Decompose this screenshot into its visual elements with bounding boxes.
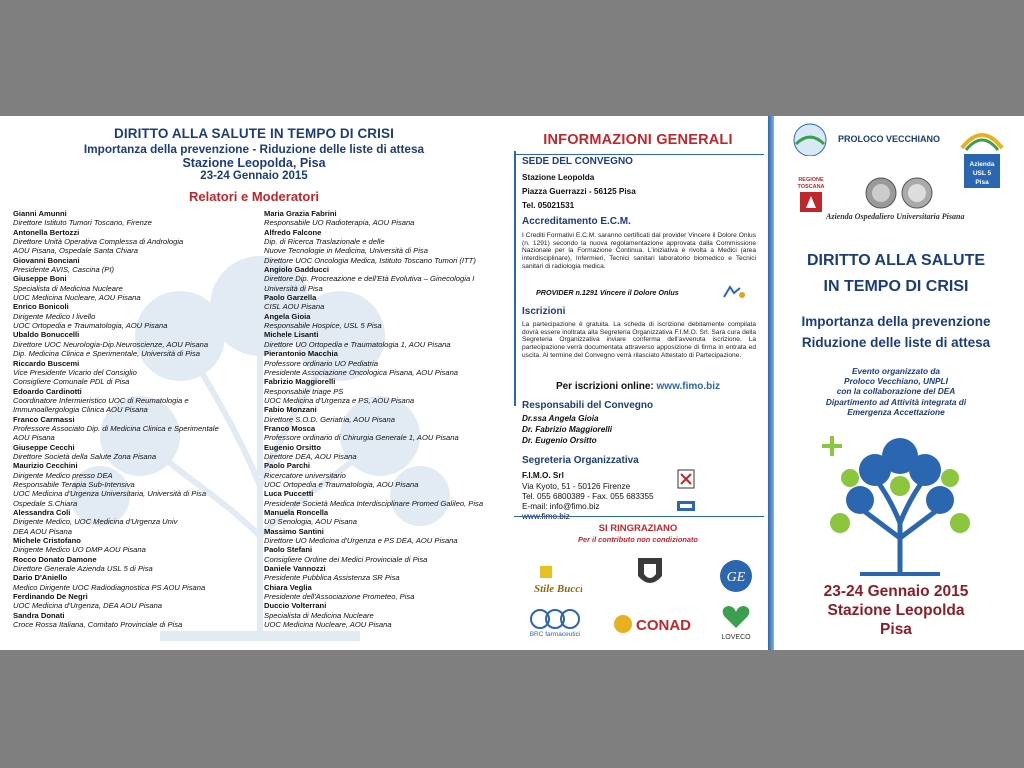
speakers-column-2 [264,209,504,629]
speaker-affiliation: Specialista di Medicina Nucleare [13,283,123,293]
speaker-affiliation: AOU Pisana [13,433,55,443]
speaker-affiliation: Dip. Medicina Clinica e Sperimentale, Università di Pisa [13,349,200,359]
segreteria-web-link[interactable]: www.fimo.biz [522,512,570,521]
sede-title: SEDE DEL CONVEGNO [522,156,633,167]
speaker-affiliation: Responsabile triage PS [264,386,344,396]
organizer-line-1: Evento organizzato da [851,366,941,376]
speaker-affiliation: UOC Medicina d'Urgenza e PS, AOU Pisana [264,395,415,405]
speaker-affiliation: Direttore UO Medicina d'Urgenza e PS DEA, AOU Pisana [264,536,458,546]
speaker-affiliation: UO Senologia, AOU Pisana [264,517,358,527]
proloco-logo-icon [788,122,832,158]
speaker-affiliation: DEA AOU Pisana [13,526,72,536]
sede-tel: Tel. 05021531 [522,201,575,210]
speaker-affiliation: UOC Ortopedia e Traumatologia, AOU Pisana [13,321,168,331]
speaker-name: Eugenio Orsitto [264,442,321,452]
ecm-title: Accreditamento E.C.M. [522,216,631,227]
segreteria-address: Via Kyoto, 51 - 50126 Firenze [522,482,631,491]
speaker-name: Sandra Donati [13,610,65,620]
speaker-affiliation: Presidente Pubblica Assistenza SR Pisa [264,573,400,583]
speaker-affiliation: Direttore UOC Neurologia-Dip.Neuroscienze, AOU Pisana [13,339,209,349]
speaker-name: Giuseppe Cecchi [13,442,75,452]
speaker-name: Pierantonio Macchia [264,349,338,359]
cover-title-line-2: IN TEMPO DI CRISI [823,278,969,295]
online-url-link[interactable]: www.fimo.biz [656,381,721,392]
svg-text:Azienda: Azienda [969,161,995,168]
speaker-affiliation: UOC Medicina d'Urgenza Universitaria, Università di Pisa [13,489,207,499]
speaker-affiliation: Università di Pisa [264,283,323,293]
segreteria-phone: Tel. 055 6800389 - Fax. 055 683355 [522,492,654,501]
sponsor-stile-bucci-logo [530,560,582,600]
speaker-name: Edoardo Cardinotti [13,386,82,396]
sponsor-conad-logo [612,612,694,636]
thanks-title: SI RINGRAZIANO [598,523,678,534]
left-title: DIRITTO ALLA SALUTE IN TEMPO DI CRISI [114,126,394,141]
speaker-name: Enrico Bonicoli [13,302,69,312]
speaker-affiliation: Responsabile UO Radioterapia, AOU Pisana [264,218,415,228]
cover-event-info [768,582,1024,639]
sponsor-name: LOVECO [721,634,751,641]
info-title: INFORMAZIONI GENERALI [543,132,733,148]
speaker-name: Ubaldo Bonuccelli [13,330,80,340]
brochure-sheet [0,116,1024,650]
speaker-name: Michele Cristofano [13,536,81,546]
regione-toscana-logo-icon [796,156,826,214]
svg-text:Pisa: Pisa [975,179,989,186]
speaker-affiliation: Direttore Istituto Tumori Toscano, Firenze [13,218,152,228]
speaker-name: Fabrizio Maggiorelli [264,377,336,387]
speaker-affiliation: UOC Ortopedia e Traumatologia, AOU Pisana [264,479,419,489]
ecm-text: I Crediti Formativi E.C.M. saranno certificati dal provider Vincere il Dolore Onlus (n. 1291) secondo la nuova regolamentazione approvata dalla Commissione Nazionale per la Formazione Continua. L'iniziativa è rivolta a Medici (area interdisciplinare), Infermieri, Tecnici sanitari laboratorio biomedico e Tecnici sanitari di radiologia medica. [522,232,756,270]
resp-1: Dr.ssa Angela Gioia [522,414,599,423]
speaker-affiliation: Professore Associato Dip. di Medicina Clinica e Sperimentale [13,423,219,433]
speaker-affiliation: CISL AOU Pisana [264,302,325,312]
proloco-label: PROLOCO VECCHIANO [838,134,941,144]
speaker-affiliation: UOC Medicina Nucleare, AOU Pisana [264,620,392,630]
online-signup [508,381,768,392]
speaker-affiliation: Nuove Tecnologie in Medicina, Università di Pisa [264,246,428,256]
speaker-name: Alfredo Falcone [264,227,322,237]
speaker-affiliation: Professore ordinario di Chirurgia Generale 1, AOU Pisana [264,433,459,443]
speaker-affiliation: Direttore UOC Oncologia Medica, Istituto Toscano Tumori (ITT) [264,255,476,265]
speaker-name: Duccio Volterrani [264,601,327,611]
sponsor-name: BRC farmaceutici [529,631,581,638]
speaker-name: Dario D'Aniello [13,573,68,583]
sponsor-ge-logo [718,558,754,594]
info-accent-rule [514,151,516,406]
fimo-logo-icon [676,468,696,490]
speaker-name: Alessandra Coli [13,508,71,517]
organizer-line-2: Proloco Vecchiano, UNPLI [844,376,948,387]
sponsor-brc-logo [526,608,584,638]
cover-panel [768,116,1024,650]
speaker-name: Luca Puccetti [264,489,314,499]
cover-date: 23-24 Gennaio 2015 [823,583,969,600]
sede-name: Stazione Leopolda [522,173,595,182]
cover-subtitle [768,311,1024,353]
speaker-name: Angela Gioia [264,311,311,321]
cover-title-line-1: DIRITTO ALLA SALUTE [806,252,986,269]
svg-text:TOSCANA: TOSCANA [797,184,825,190]
speaker-name: Giovanni Bonciani [13,255,80,265]
vincere-dolore-logo-icon [720,285,750,299]
speaker-name: Maria Grazia Fabrini [264,209,337,218]
speaker-affiliation: Ospedale S.Chiara [13,498,78,508]
left-subtitle: Importanza della prevenzione - Riduzione delle liste di attesa [83,142,425,156]
segreteria-name: F.I.M.O. Srl [522,471,564,480]
speaker-affiliation: Presidente Associazione Oncologica Pisana, AOU Pisana [264,367,459,377]
cover-subtitle-line-1: Importanza della prevenzione [801,314,991,329]
speaker-name: Michele Lisanti [264,330,319,340]
speaker-affiliation: Dirigente Medico presso DEA [13,470,113,480]
speaker-affiliation: Presidente AVIS, Cascina (PI) [13,265,115,275]
online-label: Per iscrizioni online: [555,381,654,392]
organizer-line-3: con la collaborazione del DEA [836,386,956,397]
medical-tree-icon [820,428,980,578]
sponsor-shield-logo [626,556,674,596]
certification-logo-icon [676,500,696,512]
cover-city: Pisa [880,621,912,638]
left-venue: Stazione Leopolda, Pisa [182,156,326,170]
speaker-name: Angiolo Gadducci [264,265,329,275]
speaker-affiliation: Dirigente Medico UO DMP AOU Pisana [13,545,146,555]
speaker-name: Paolo Garzella [264,293,317,303]
resp-3: Dr. Eugenio Orsitto [522,436,597,445]
sede-address: Piazza Guerrazzi - 56125 Pisa [522,187,636,196]
organizer-line-5: Emergenza Accettazione [847,406,945,417]
speaker-affiliation: Direttore Dip. Procreazione e dell'Età Evolutiva – Ginecologia I [264,274,475,284]
svg-text:USL 5: USL 5 [972,170,992,177]
speaker-affiliation: Direttore DEA, AOU Pisana [264,451,357,461]
speaker-name: Daniele Vannozzi [264,564,326,574]
speaker-affiliation: UOC Medicina Nucleare, AOU Pisana [13,293,141,303]
speaker-affiliation: Consigliere Comunale PDL di Pisa [13,377,130,387]
speaker-name: Franco Mosca [264,423,316,433]
speaker-affiliation: Direttore Società della Salute Zona Pisana [13,451,157,461]
speaker-name: Chiara Veglia [264,582,312,592]
thanks-subtitle: Per il contributo non condizionato [578,535,698,544]
speaker-affiliation: AOU Pisana, Ospedale Santa Chiara [13,246,138,256]
speaker-affiliation: Consigliere Ordine dei Medici Provinciale di Pisa [264,554,428,564]
sponsor-name: CONAD [636,617,691,634]
speaker-name: Giuseppe Boni [13,274,67,284]
speaker-affiliation: Direttore Generale Azienda USL 5 di Pisa [13,564,153,574]
speaker-name: Riccardo Buscemi [13,358,80,368]
resp-title: Responsabili del Convegno [522,400,654,411]
ecm-provider: PROVIDER n.1291 Vincere il Dolore Onlus [536,288,679,297]
speaker-name: Fabio Monzani [264,405,317,415]
speaker-affiliation: Direttore S.O.D. Geriatria, AOU Pisana [264,414,395,424]
speaker-name: Gianni Amunni [13,209,67,218]
usl-logo-icon [958,124,1006,190]
speaker-name: Massimo Santini [264,526,324,536]
speaker-name: Paolo Parchi [264,461,311,471]
info-panel [508,116,768,650]
speaker-affiliation: Medico Dirigente UOC Radiodiagnostica PS AOU Pisana [13,582,206,592]
speaker-affiliation: Dip. di Ricerca Traslazionale e delle [264,237,385,247]
resp-2: Dr. Fabrizio Maggiorelli [522,425,613,434]
speaker-affiliation: Professore ordinario UO Pediatria [264,358,378,368]
speakers-panel [0,116,508,650]
speaker-name: Maurizio Cecchini [13,461,78,471]
speaker-affiliation: Dirigente Medico I livello [13,311,96,321]
segreteria-title: Segreteria Organizzativa [522,455,639,466]
sponsor-name: Stile Bucci [534,583,582,595]
left-dates: 23-24 Gennaio 2015 [200,170,308,182]
speaker-name: Ferdinando De Negri [13,592,88,602]
speakers-column-1 [13,209,255,629]
speakers-heading: Relatori e Moderatori [188,189,320,204]
svg-text:REGIONE: REGIONE [798,177,824,183]
iscrizioni-title: Iscrizioni [522,306,566,317]
speaker-affiliation: Ricercatore universitario [264,470,346,480]
university-seal-icon [864,176,898,210]
hospital-seal-icon [900,176,934,210]
speaker-name: Manuela Roncella [264,508,329,517]
speaker-name: Rocco Donato Damone [13,554,97,564]
speaker-affiliation: Coordinatore Infermieristico UOC di Reumatologia e [13,395,189,405]
iscrizioni-text: La partecipazione è gratuita. La scheda di iscrizione debitamente compilata dovrà essere inoltrata alla Segreteria Organizzativa F.I.M.O. Srl. Sarà cura della Segreteria Organizzativa inviare conferma dell'avvenuta iscrizione. La partecipazione verrà documentata attraverso apposizione di firma in entrata ed uscita. Al termine del Convegno verrà rilasciato Attestato di Partecipazione. [522,321,756,359]
speaker-name: Antonella Bertozzi [13,227,80,237]
speaker-affiliation: UOC Medicina d'Urgenza, DEA AOU Pisana [13,601,163,611]
speaker-name: Paolo Stefani [264,545,313,555]
azienda-label: Azienda Ospedaliero Universitaria Pisana [826,212,965,221]
segreteria-email-link[interactable]: E-mail: info@fimo.biz [522,502,600,511]
speaker-affiliation: Responsabile Terapia Sub-Intensiva [13,479,135,489]
speaker-name: Franco Carmassi [13,414,75,424]
speaker-affiliation: Croce Rossa Italiana, Comitato Provinciale di Pisa [13,620,183,630]
speaker-affiliation: Direttore UO Ortopedia e Traumatologia 1, AOU Pisana [264,339,451,349]
cover-place: Stazione Leopolda [827,602,965,619]
cover-subtitle-line-2: Riduzione delle liste di attesa [801,335,991,350]
organizer-line-4: Dipartimento ad Attività integrata di [825,396,967,407]
speaker-affiliation: Presidente Società Medica Interdisciplinare Promed Galileo, Pisa [264,498,484,508]
speaker-affiliation: Specialista di Medicina Nucleare [264,610,374,620]
cover-title [768,248,1024,300]
speaker-affiliation: Immunoallergologia Clinica AOU Pisana [13,405,148,415]
speaker-affiliation: Responsabile Hospice, USL 5 Pisa [264,321,382,331]
speaker-affiliation: Direttore Unità Operativa Complessa di Andrologia [13,237,184,247]
sponsor-loveco-logo [718,602,754,642]
organizer-block [768,366,1024,417]
sponsor-name: GE [726,570,746,585]
speaker-affiliation: Presidente dell'Associazione Prometeo, Pisa [264,592,415,602]
speaker-affiliation: Dirigente Medico, UOC Medicina d'Urgenza Univ [13,517,178,527]
speaker-affiliation: Vice Presidente Vicario del Consiglio [13,367,137,377]
